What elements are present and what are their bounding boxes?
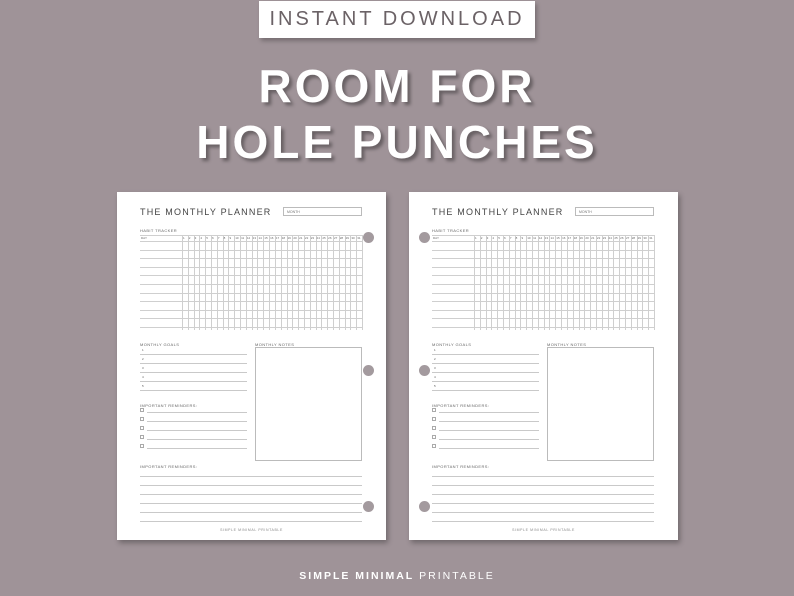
grid-column-line — [356, 235, 357, 330]
day-number: 5 — [498, 236, 500, 240]
planner-credit: SIMPLE MINIMAL PRINTABLE — [512, 528, 575, 532]
day-number: 15 — [264, 236, 268, 240]
day-number: 28 — [631, 236, 636, 240]
grid-column-line — [561, 235, 562, 330]
grid-column-line — [292, 235, 293, 330]
habit-tracker-label: HABIT TRACKER — [140, 228, 178, 233]
reminder-checkbox[interactable] — [432, 408, 436, 412]
footer-brand-bold: SIMPLE MINIMAL — [299, 570, 415, 582]
grid-column-line — [520, 235, 524, 330]
grid-column-line — [188, 235, 189, 330]
grid-column-line — [257, 235, 258, 330]
day-number: 9 — [229, 236, 232, 240]
grid-column-line — [246, 235, 247, 330]
headline-line-2: HOLE PUNCHES — [196, 116, 598, 168]
grid-column-line — [205, 235, 206, 330]
planner-credit: SIMPLE MINIMAL PRINTABLE — [220, 528, 283, 532]
goal-number: 2 — [434, 357, 436, 361]
important-reminders-label-2: IMPORTANT REMINDERS: — [432, 464, 490, 469]
goal-line — [432, 372, 539, 373]
grid-column-line — [584, 235, 585, 330]
reminder-writing-line — [432, 512, 654, 513]
reminder-checkbox[interactable] — [432, 417, 436, 421]
day-number: 28 — [339, 236, 344, 240]
grid-column-line — [316, 235, 317, 330]
day-number: 30 — [643, 236, 647, 240]
grid-column-line — [532, 235, 533, 330]
monthly-notes-box — [255, 347, 362, 461]
instant-download-badge: INSTANT DOWNLOAD — [259, 1, 535, 38]
reminder-writing-line — [140, 476, 362, 477]
hole-punch-mark — [419, 501, 430, 512]
habit-tracker-label: HABIT TRACKER — [432, 228, 470, 233]
grid-column-line — [631, 235, 632, 330]
day-number: 4 — [200, 236, 203, 240]
grid-column-line — [491, 235, 495, 330]
habit-tracker-grid — [140, 235, 362, 330]
day-number: 25 — [614, 236, 618, 240]
goal-number: 5 — [434, 384, 436, 388]
footer-brand-light: PRINTABLE — [419, 570, 495, 582]
day-number: 18 — [573, 236, 578, 240]
reminder-writing-line — [432, 485, 654, 486]
day-header: DAY — [433, 236, 439, 240]
goal-line — [140, 381, 247, 382]
day-number: 3 — [194, 236, 197, 240]
grid-column-line — [339, 235, 340, 330]
goal-line — [140, 390, 247, 391]
goal-line — [140, 372, 247, 373]
reminder-line — [439, 448, 539, 449]
monthly-notes-label: MONTHLY NOTES — [547, 342, 587, 347]
day-number: 9 — [521, 236, 524, 240]
goal-line — [432, 363, 539, 364]
monthly-notes-label: MONTHLY NOTES — [255, 342, 295, 347]
month-field: MONTH — [283, 207, 362, 216]
grid-column-line — [345, 235, 346, 330]
grid-column-line — [287, 235, 288, 330]
grid-column-line — [637, 235, 638, 330]
grid-column-line — [211, 235, 212, 330]
reminder-checkbox[interactable] — [432, 444, 436, 448]
reminder-writing-line — [432, 476, 654, 477]
reminder-line — [147, 430, 247, 431]
grid-column-line — [281, 235, 282, 330]
grid-column-line — [497, 235, 498, 330]
grid-column-line — [310, 235, 311, 330]
day-number: 16 — [562, 236, 566, 240]
hole-punch-mark — [419, 232, 430, 243]
grid-column-line — [234, 235, 235, 330]
day-number: 31 — [649, 236, 653, 240]
grid-column-line — [608, 235, 609, 330]
grid-column-line — [240, 235, 241, 330]
grid-column-line — [194, 235, 195, 330]
important-reminders-label: IMPORTANT REMINDERS: — [140, 403, 198, 408]
goal-line — [140, 363, 247, 364]
day-number: 23 — [602, 236, 607, 240]
grid-column-line — [263, 235, 264, 330]
day-number: 15 — [556, 236, 560, 240]
reminder-writing-line — [432, 503, 654, 504]
day-number: 22 — [304, 236, 309, 240]
day-number: 26 — [328, 236, 332, 240]
day-number: 18 — [281, 236, 286, 240]
day-number: 23 — [310, 236, 315, 240]
headline-line-1: ROOM FOR — [258, 60, 536, 112]
reminder-line — [439, 412, 539, 413]
grid-column-line — [333, 235, 334, 330]
grid-column-line — [602, 235, 603, 330]
grid-column-line — [503, 235, 504, 330]
month-field: MONTH — [575, 207, 654, 216]
reminder-checkbox[interactable] — [140, 435, 144, 439]
reminder-writing-line — [140, 512, 362, 513]
grid-column-line — [590, 235, 591, 330]
grid-column-line — [549, 235, 550, 330]
day-number: 27 — [625, 236, 630, 240]
habit-tracker-grid — [432, 235, 654, 330]
important-reminders-label: IMPORTANT REMINDERS: — [432, 403, 490, 408]
grid-column-line — [509, 235, 510, 330]
day-number: 24 — [608, 236, 612, 240]
grid-column-line — [596, 235, 597, 330]
day-number: 20 — [293, 236, 297, 240]
grid-column-line — [327, 235, 328, 330]
day-number: 26 — [620, 236, 624, 240]
day-number: 8 — [223, 236, 226, 240]
reminder-writing-line — [140, 485, 362, 486]
reminder-line — [147, 439, 247, 440]
day-number: 16 — [270, 236, 274, 240]
goal-line — [432, 354, 539, 355]
grid-column-line — [619, 235, 620, 330]
hole-punch-mark — [419, 365, 430, 376]
goal-number: 4 — [434, 375, 436, 379]
grid-column-line — [350, 235, 351, 330]
day-number: 2 — [188, 236, 191, 240]
day-number: 22 — [596, 236, 601, 240]
grid-column-line — [269, 235, 270, 330]
hole-punch-mark — [363, 365, 374, 376]
grid-column-line — [515, 235, 516, 330]
goal-line — [140, 354, 247, 355]
grid-column-line — [486, 235, 487, 330]
day-number: 6 — [212, 236, 214, 240]
reminder-checkbox[interactable] — [140, 408, 144, 412]
grid-column-line — [538, 235, 539, 330]
day-number: 19 — [287, 236, 291, 240]
goal-number: 4 — [142, 375, 144, 379]
planner-title: THE MONTHLY PLANNER — [140, 207, 272, 217]
day-number: 6 — [504, 236, 506, 240]
hole-punch-mark — [363, 501, 374, 512]
day-number: 11 — [241, 236, 245, 240]
grid-column-line — [625, 235, 626, 330]
grid-column-line — [573, 235, 574, 330]
goal-number: 2 — [142, 357, 144, 361]
day-number: 13 — [544, 236, 549, 240]
day-number: 14 — [258, 236, 262, 240]
grid-column-line — [544, 235, 545, 330]
grid-column-line — [362, 235, 363, 330]
goal-number: 5 — [142, 384, 144, 388]
planner-page-left — [117, 192, 386, 540]
day-number: 30 — [351, 236, 355, 240]
grid-column-line — [223, 235, 224, 330]
grid-column-line — [474, 235, 475, 330]
grid-column-line — [654, 235, 655, 330]
grid-column-line — [321, 235, 322, 330]
day-number: 24 — [316, 236, 320, 240]
grid-column-line — [228, 235, 232, 330]
reminder-line — [439, 421, 539, 422]
grid-column-line — [304, 235, 305, 330]
grid-column-line — [217, 235, 218, 330]
day-number: 10 — [527, 236, 531, 240]
day-number: 4 — [492, 236, 495, 240]
goal-number: 1 — [434, 348, 436, 352]
day-number: 11 — [533, 236, 537, 240]
day-number: 21 — [591, 236, 595, 240]
day-number: 12 — [538, 236, 543, 240]
day-number: 7 — [217, 236, 220, 240]
day-number: 2 — [480, 236, 483, 240]
day-number: 1 — [475, 236, 477, 240]
monthly-notes-box — [547, 347, 654, 461]
reminder-writing-line — [432, 521, 654, 522]
monthly-goals-label: MONTHLY GOALS — [140, 342, 180, 347]
reminder-line — [147, 448, 247, 449]
grid-column-line — [182, 235, 183, 330]
planner-title: THE MONTHLY PLANNER — [432, 207, 564, 217]
goal-number: 1 — [142, 348, 144, 352]
grid-column-line — [298, 235, 299, 330]
day-number: 3 — [486, 236, 489, 240]
reminder-checkbox[interactable] — [140, 417, 144, 421]
monthly-goals-label: MONTHLY GOALS — [432, 342, 472, 347]
reminder-checkbox[interactable] — [432, 426, 436, 430]
reminder-line — [439, 439, 539, 440]
grid-column-line — [579, 235, 580, 330]
day-number: 31 — [357, 236, 361, 240]
grid-column-line — [252, 235, 253, 330]
grid-column-line — [567, 235, 568, 330]
day-number: 14 — [550, 236, 554, 240]
reminder-line — [147, 421, 247, 422]
goal-line — [432, 381, 539, 382]
footer-brand — [0, 570, 794, 582]
grid-column-line — [199, 235, 203, 330]
goal-line — [432, 390, 539, 391]
reminder-writing-line — [140, 494, 362, 495]
reminder-checkbox[interactable] — [140, 444, 144, 448]
day-number: 25 — [322, 236, 326, 240]
goal-number: 3 — [142, 366, 144, 370]
grid-column-line — [613, 235, 614, 330]
day-number: 1 — [183, 236, 185, 240]
day-number: 13 — [252, 236, 257, 240]
grid-column-line — [648, 235, 649, 330]
day-number: 27 — [333, 236, 338, 240]
day-number: 29 — [637, 236, 641, 240]
grid-column-line — [526, 235, 527, 330]
reminder-writing-line — [140, 521, 362, 522]
grid-column-line — [275, 235, 276, 330]
reminder-checkbox[interactable] — [140, 426, 144, 430]
day-number: 17 — [567, 236, 572, 240]
grid-column-line — [642, 235, 643, 330]
day-number: 8 — [515, 236, 518, 240]
reminder-checkbox[interactable] — [432, 435, 436, 439]
day-number: 5 — [206, 236, 208, 240]
day-number: 17 — [275, 236, 280, 240]
day-number: 29 — [345, 236, 349, 240]
reminder-line — [147, 412, 247, 413]
reminder-writing-line — [140, 503, 362, 504]
grid-column-line — [480, 235, 481, 330]
day-header: DAY — [141, 236, 147, 240]
planner-page-right — [409, 192, 678, 540]
day-number: 21 — [299, 236, 303, 240]
goal-number: 3 — [434, 366, 436, 370]
day-number: 12 — [246, 236, 251, 240]
reminder-writing-line — [432, 494, 654, 495]
grid-column-line — [555, 235, 556, 330]
day-number: 10 — [235, 236, 239, 240]
day-number: 20 — [585, 236, 589, 240]
hole-punch-mark — [363, 232, 374, 243]
important-reminders-label-2: IMPORTANT REMINDERS: — [140, 464, 198, 469]
day-number: 19 — [579, 236, 583, 240]
day-number: 7 — [509, 236, 512, 240]
reminder-line — [439, 430, 539, 431]
